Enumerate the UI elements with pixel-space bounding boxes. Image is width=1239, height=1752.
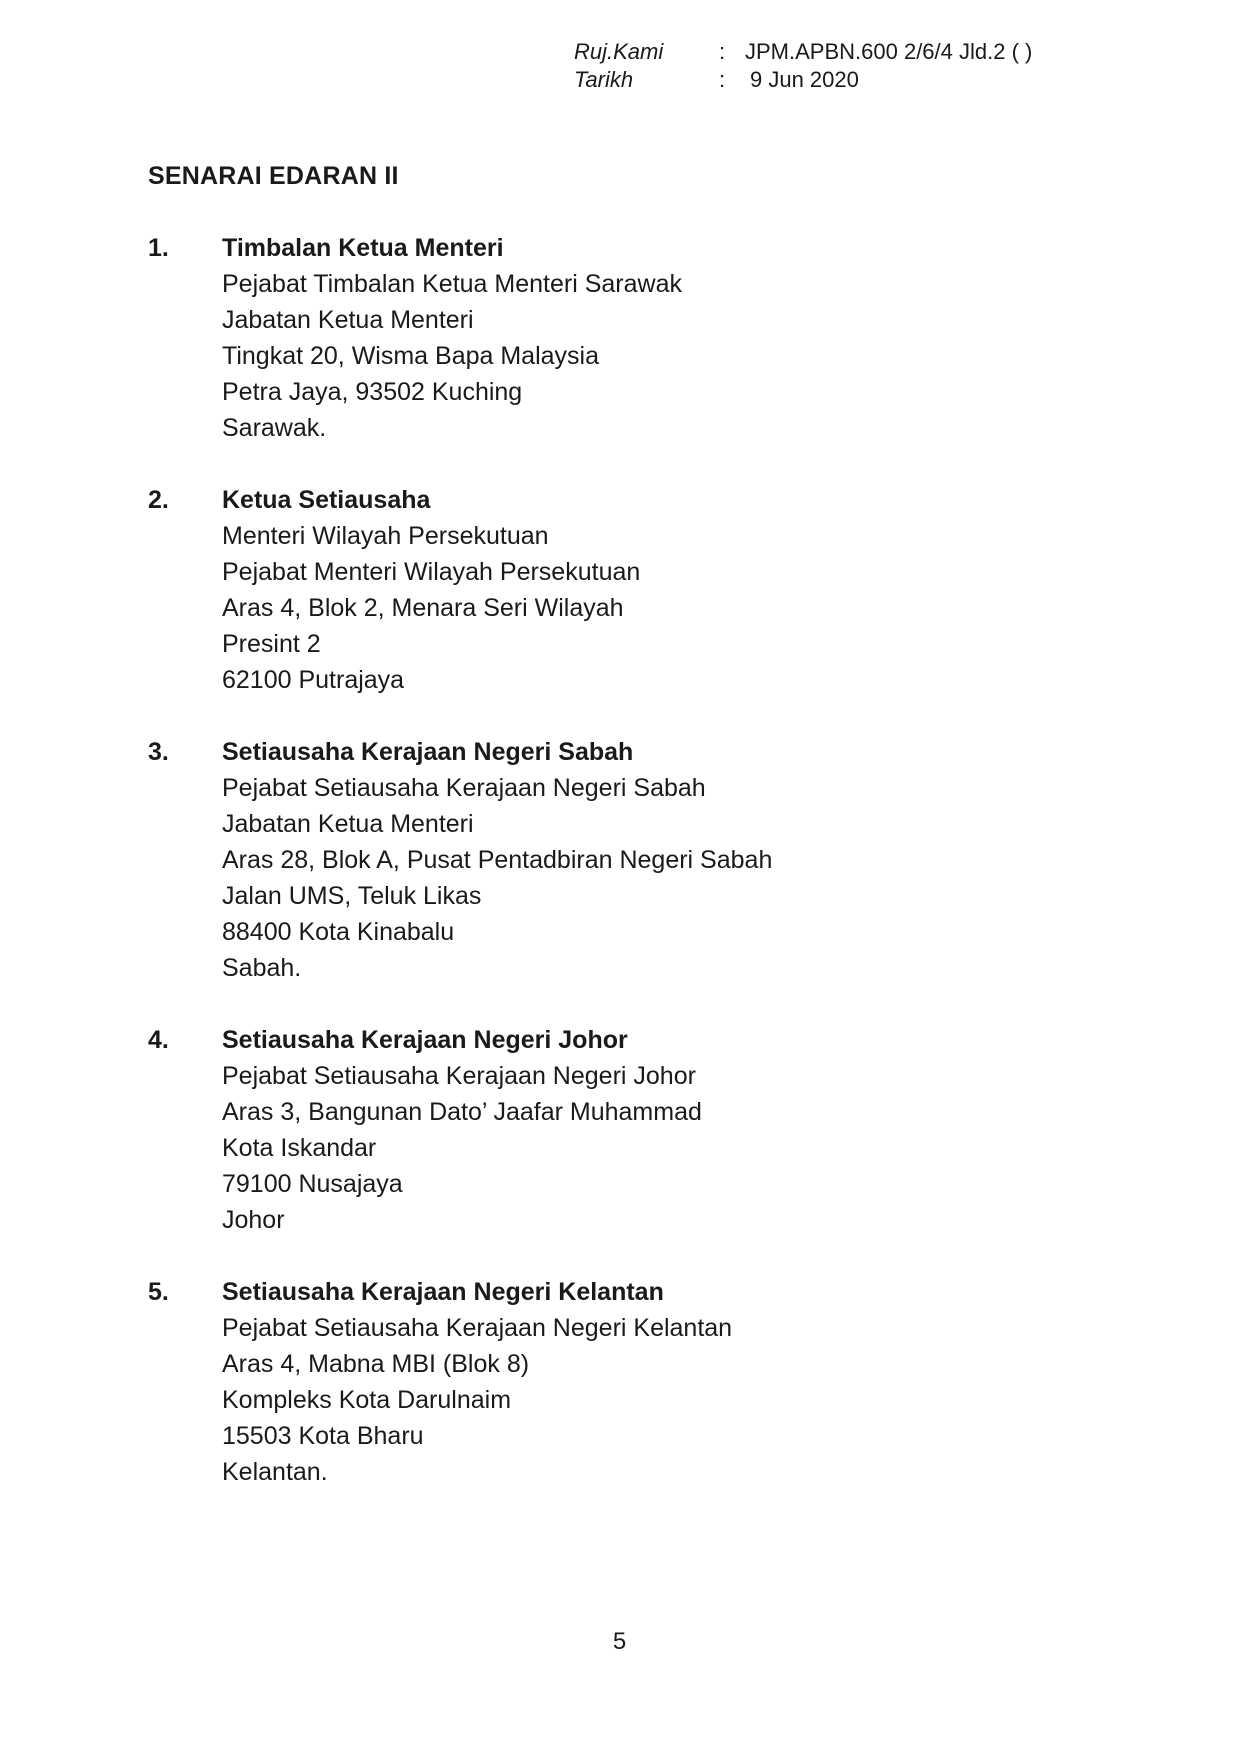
list-item <box>148 1022 1148 1238</box>
entry-heading: Setiausaha Kerajaan Negeri Johor <box>222 1026 628 1054</box>
address-line: Aras 4, Mabna MBI (Blok 8) <box>222 1350 530 1378</box>
list-item <box>148 1274 1148 1490</box>
entry-body <box>222 734 1148 986</box>
address-line: Sarawak. <box>222 414 327 442</box>
address-line: Presint 2 <box>222 630 321 658</box>
address-line: Jalan UMS, Teluk Likas <box>222 882 482 910</box>
entry-number: 2. <box>148 486 169 514</box>
reference-separator: : <box>719 39 726 64</box>
entry-body <box>222 230 1148 446</box>
date-row <box>574 66 1032 94</box>
entry-heading: Timbalan Ketua Menteri <box>222 234 504 262</box>
address-line: Kota Iskandar <box>222 1134 377 1162</box>
address-line: Aras 3, Bangunan Dato’ Jaafar Muhammad <box>222 1098 702 1126</box>
address-line: 62100 Putrajaya <box>222 666 405 694</box>
entry-number: 3. <box>148 738 169 766</box>
address-line: Pejabat Setiausaha Kerajaan Negeri Johor <box>222 1062 696 1090</box>
list-item <box>148 230 1148 446</box>
date-separator: : <box>719 67 726 92</box>
reference-label: Ruj.Kami <box>574 39 664 64</box>
entry-heading: Setiausaha Kerajaan Negeri Sabah <box>222 738 634 766</box>
date-value: 9 Jun 2020 <box>750 67 859 92</box>
entry-heading: Ketua Setiausaha <box>222 486 431 514</box>
entry-number: 4. <box>148 1026 169 1054</box>
address-line: Kelantan. <box>222 1458 328 1486</box>
reference-value: JPM.APBN.600 2/6/4 Jld.2 ( ) <box>745 39 1033 64</box>
date-label: Tarikh <box>574 67 634 92</box>
address-line: Aras 4, Blok 2, Menara Seri Wilayah <box>222 594 624 622</box>
address-line: Pejabat Timbalan Ketua Menteri Sarawak <box>222 270 682 298</box>
entry-body <box>222 1022 1148 1238</box>
entry-body <box>222 482 1148 698</box>
address-line: Pejabat Setiausaha Kerajaan Negeri Sabah <box>222 774 706 802</box>
address-line: Pejabat Menteri Wilayah Persekutuan <box>222 558 641 586</box>
address-line: Kompleks Kota Darulnaim <box>222 1386 512 1414</box>
address-line: Johor <box>222 1206 285 1234</box>
list-item <box>148 734 1148 986</box>
entry-heading: Setiausaha Kerajaan Negeri Kelantan <box>222 1278 664 1306</box>
address-line: 88400 Kota Kinabalu <box>222 918 455 946</box>
entry-number: 5. <box>148 1278 169 1306</box>
distribution-list <box>148 230 1148 1526</box>
entry-body <box>222 1274 1148 1490</box>
address-line: Sabah. <box>222 954 302 982</box>
reference-row <box>574 38 1032 66</box>
address-line: Aras 28, Blok A, Pusat Pentadbiran Negeri Sabah <box>222 846 773 874</box>
entry-number: 1. <box>148 234 169 262</box>
document-title: SENARAI EDARAN II <box>148 162 399 190</box>
page-number: 5 <box>612 1628 627 1655</box>
address-line: Pejabat Setiausaha Kerajaan Negeri Kelantan <box>222 1314 733 1342</box>
list-item <box>148 482 1148 698</box>
address-line: 15503 Kota Bharu <box>222 1422 424 1450</box>
address-line: Petra Jaya, 93502 Kuching <box>222 378 523 406</box>
address-line: Menteri Wilayah Persekutuan <box>222 522 549 550</box>
address-line: 79100 Nusajaya <box>222 1170 403 1198</box>
address-line: Jabatan Ketua Menteri <box>222 306 474 334</box>
reference-block <box>574 38 1032 94</box>
address-line: Tingkat 20, Wisma Bapa Malaysia <box>222 342 600 370</box>
address-line: Jabatan Ketua Menteri <box>222 810 474 838</box>
